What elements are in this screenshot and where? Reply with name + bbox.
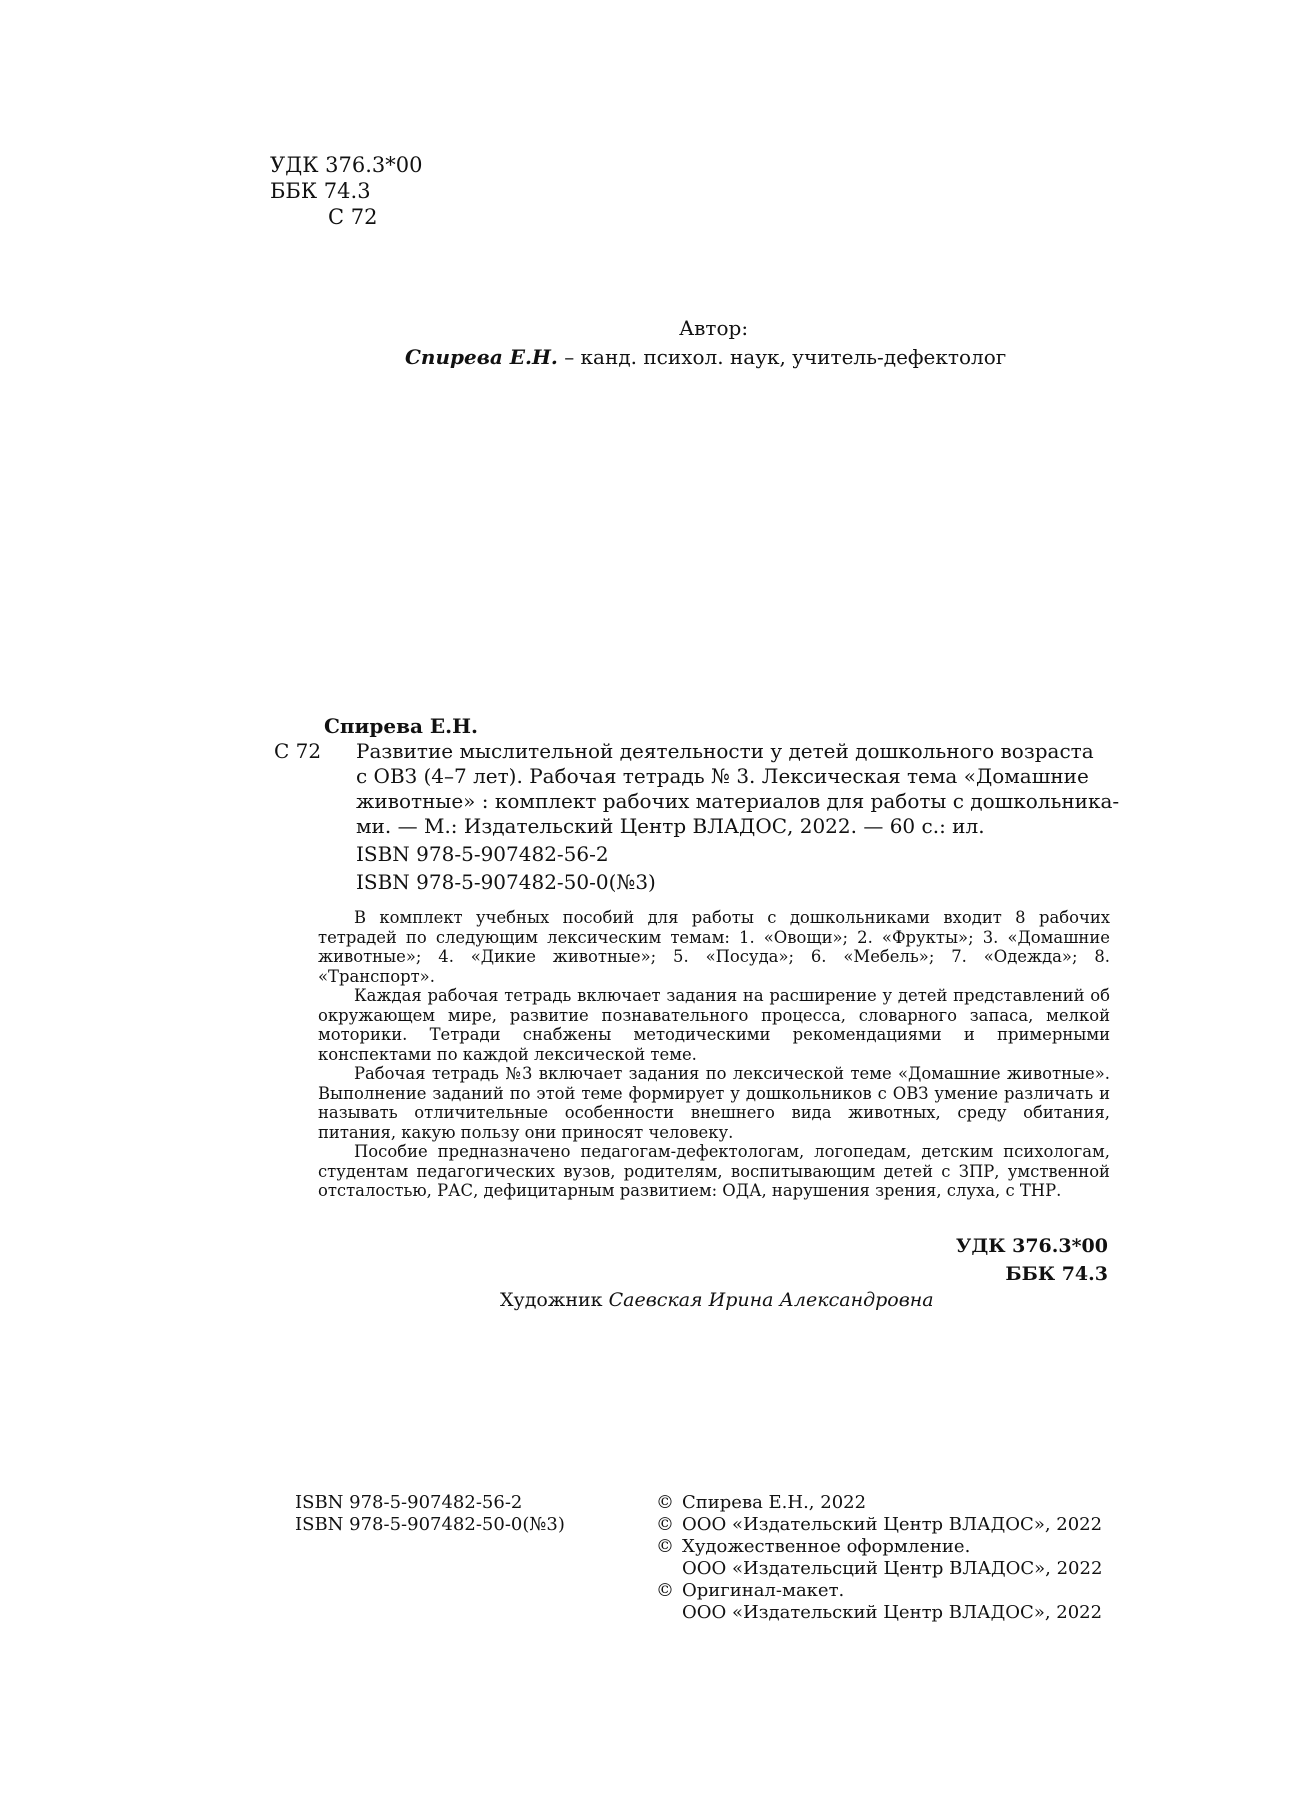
biblio-line-1: Развитие мыслительной деятельности у детей дошкольного возраста — [356, 739, 1094, 763]
udk-code-bottom: УДК 376.3*00 — [955, 1235, 1108, 1257]
copyright-4b: ООО «Издательский Центр ВЛАДОС», 2022 — [682, 1602, 1103, 1623]
artist-label: Художник — [500, 1289, 609, 1311]
copyright-3b: ООО «Издательсций Центр ВЛАДОС», 2022 — [682, 1558, 1103, 1579]
abstract-paragraph-1: В комплект учебных пособий для работы с дошкольниками входит 8 рабочих тетрадей по следующим лексическим темам: 1. «Овощи»; 2. «Фрукты»; 3. «Домашние животные»; 4. «Дикие животные»; 5. «Посуда»; 6. «Мебель»; 7. «Одежда»; 8. «Транспорт». — [318, 908, 1110, 986]
biblio-isbn-1: ISBN 978-5-907482-56-2 — [356, 842, 609, 866]
abstract-paragraph-4: Пособие предназначено педагогам-дефектологам, логопедам, детским психологам, студентам педагогических вузов, родителям, воспитывающим детей с ЗПР, умственной отсталостью, РАС, дефицитарным развитием: ОДА, нарушения зрения, слуха, с ТНР. — [318, 1142, 1110, 1200]
classification-bottom — [956, 1232, 1108, 1288]
isbn-bottom-2: ISBN 978-5-907482-50-0(№3) — [295, 1514, 565, 1535]
bbk-code-bottom: ББК 74.3 — [1005, 1263, 1108, 1285]
copyright-2: ООО «Издательский Центр ВЛАДОС», 2022 — [682, 1514, 1103, 1535]
copyright-icon: © — [656, 1492, 674, 1513]
copyright-icon: © — [656, 1514, 674, 1535]
biblio-line-4: ми. — М.: Издательский Центр ВЛАДОС, 2022. — 60 с.: ил. — [356, 814, 985, 838]
isbn-bottom-1: ISBN 978-5-907482-56-2 — [295, 1492, 523, 1513]
author-name: Спирева Е.Н. — [405, 345, 558, 369]
copyright-1: Спирева Е.Н., 2022 — [682, 1492, 867, 1513]
biblio-author: Спирева Е.Н. — [324, 714, 478, 738]
abstract-paragraph-3: Рабочая тетрадь №3 включает задания по лексической теме «Домашние животные». Выполнение заданий по этой теме формирует у дошкольников с ОВЗ умение различать и называть отличительные особенности внешнего вида животных, среду обитания, питания, какую пользу они приносят человеку. — [318, 1064, 1110, 1142]
author-mark: С 72 — [328, 205, 378, 229]
copyright-block — [656, 1492, 1102, 1624]
copyright-3a: Художественное оформление. — [682, 1536, 971, 1557]
author-line — [405, 345, 1006, 369]
bbk-code: ББК 74.3 — [270, 179, 371, 203]
biblio-code: С 72 — [274, 739, 322, 763]
copyright-icon: © — [656, 1580, 674, 1601]
copyright-4a: Оригинал-макет. — [682, 1580, 845, 1601]
author-label: Автор: — [679, 316, 749, 340]
biblio-line-3: животные» : комплект рабочих материалов для работы с дошкольника- — [356, 789, 1120, 813]
biblio-line-2: с ОВЗ (4–7 лет). Рабочая тетрадь № 3. Лексическая тема «Домашние — [356, 764, 1089, 788]
abstract — [318, 908, 1110, 1201]
classification-block — [270, 152, 423, 230]
biblio-isbn-2: ISBN 978-5-907482-50-0(№3) — [356, 870, 656, 894]
artist-name: Саевская Ирина Александровна — [608, 1289, 934, 1311]
bibliographic-record — [274, 714, 1120, 895]
copyright-icon: © — [656, 1536, 674, 1557]
udk-code: УДК 376.3*00 — [270, 153, 423, 177]
author-description: – канд. психол. наук, учитель-дефектолог — [557, 345, 1007, 369]
abstract-paragraph-2: Каждая рабочая тетрадь включает задания на расширение у детей представлений об окружающем мире, развитие познавательного процесса, словарного запаса, мелкой моторики. Тетради снабжены методическими рекомендациями и примерными конспектами по каждой лексической теме. — [318, 986, 1110, 1064]
artist-credit — [500, 1289, 934, 1311]
isbn-block — [295, 1492, 565, 1536]
